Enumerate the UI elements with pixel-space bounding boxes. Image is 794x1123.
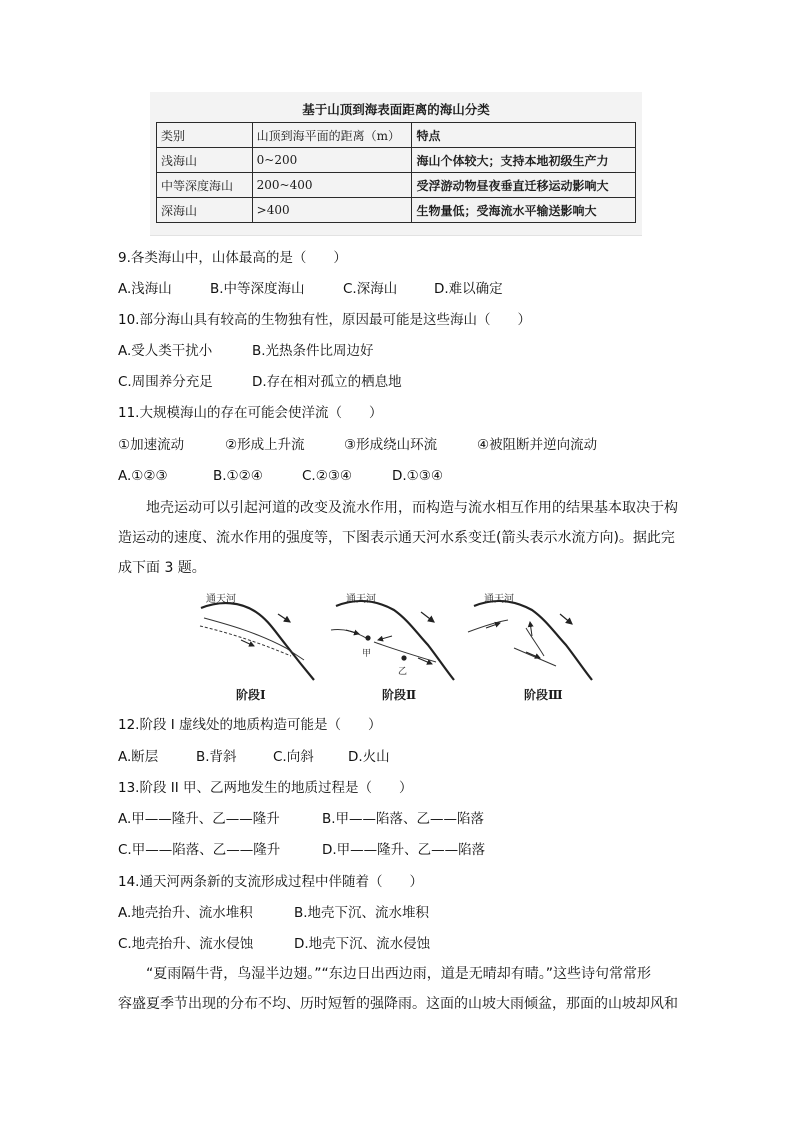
- question-14-stem: 14.通天河两条新的支流形成过程中伴随着（ ）: [118, 874, 423, 890]
- stream-line: [204, 618, 304, 660]
- option-c: C.地壳抬升、流水侵蚀: [118, 936, 254, 952]
- question-10-options-row1: [118, 342, 638, 360]
- question-12-stem: 12.阶段 I 虚线处的地质构造可能是（ ）: [118, 717, 382, 733]
- option-a: A.浅海山: [118, 281, 172, 297]
- statement-1: ①加速流动: [118, 437, 185, 453]
- passage-line: 造运动的速度、流水作用的强度等，下图表示通天河水系变迁(箭头表示水流方向)。据此完: [118, 530, 675, 546]
- flow-arrow: [346, 630, 359, 634]
- table-header: 特点: [412, 123, 636, 148]
- option-d: D.地壳下沉、流水侵蚀: [294, 936, 431, 952]
- main-river: [336, 601, 454, 680]
- river-label-2: 通天河: [346, 594, 376, 605]
- table-row: [157, 148, 636, 173]
- question-11-stem: 11.大规模海山的存在可能会使洋流（ ）: [118, 405, 383, 421]
- table-header: 类别: [157, 123, 253, 148]
- stage-3-diagram: [468, 601, 592, 680]
- stage-2-label: 阶段Ⅱ: [382, 688, 417, 702]
- option-c: C.甲——陷落、乙——隆升: [118, 842, 281, 858]
- river-label-1: 通天河: [206, 594, 236, 605]
- option-d: D.存在相对孤立的栖息地: [252, 374, 402, 390]
- option-c: C.深海山: [343, 281, 398, 297]
- question-13-options-row1: [118, 810, 678, 828]
- table-cell: 深海山: [157, 198, 253, 223]
- option-a: A.受人类干扰小: [118, 343, 213, 359]
- place-yi-label: 乙: [398, 667, 408, 677]
- tributary: [514, 648, 556, 666]
- option-c: C.②③④: [302, 468, 353, 484]
- passage-river-system: [118, 493, 680, 583]
- option-c: C.周围养分充足: [118, 374, 213, 390]
- question-13-stem: 13.阶段 II 甲、乙两地发生的地质过程是（ ）: [118, 780, 413, 796]
- question-13-options-row2: [118, 841, 678, 859]
- stage-2-diagram: [331, 601, 454, 680]
- option-a: A.甲——隆升、乙——隆升: [118, 811, 280, 827]
- tributary: [468, 620, 508, 632]
- table-cell: 浅海山: [157, 148, 253, 173]
- option-b: B.中等深度海山: [210, 281, 305, 297]
- place-yi-marker: [401, 655, 406, 660]
- passage-summer-rain: [118, 959, 680, 1019]
- seamount-table-image: [150, 92, 642, 236]
- table-cell: 海山个体较大；支持本地初级生产力: [412, 148, 636, 173]
- question-10-stem: 10.部分海山具有较高的生物独有性，原因最可能是这些海山（ ）: [118, 312, 531, 328]
- option-b: B.①②④: [213, 468, 263, 484]
- tributary: [526, 628, 544, 656]
- question-12-options: [118, 748, 638, 766]
- flow-arrow: [278, 614, 290, 622]
- table-row: [157, 173, 636, 198]
- question-11-items: [118, 436, 678, 454]
- river-label-3: 通天河: [484, 594, 514, 605]
- flow-arrow: [526, 652, 540, 658]
- table-cell: 受浮游动物昼夜垂直迁移运动影响大: [412, 173, 636, 198]
- question-9-options: [118, 280, 638, 298]
- main-river: [474, 601, 592, 680]
- seamount-table: [156, 122, 636, 223]
- question-14-options-row2: [118, 935, 678, 953]
- flow-arrow: [378, 636, 392, 640]
- table-cell: 生物量低；受海流水平输送影响大: [412, 198, 636, 223]
- question-14-options-row1: [118, 904, 678, 922]
- option-d: D.①③④: [392, 468, 443, 484]
- table-header-row: [157, 123, 636, 148]
- passage-line: 地壳运动可以引起河道的改变及流水作用，而构造与流水相互作用的结果基本取决于构: [146, 500, 678, 516]
- table-title: 基于山顶到海表面距离的海山分类: [302, 102, 490, 117]
- option-b: B.地壳下沉、流水堆积: [294, 905, 430, 921]
- option-b: B.背斜: [196, 749, 237, 765]
- statement-2: ②形成上升流: [225, 437, 305, 453]
- option-d: D.难以确定: [434, 281, 503, 297]
- passage-line: 成下面 3 题。: [118, 560, 206, 576]
- question-10-options-row2: [118, 373, 638, 391]
- flow-arrow: [530, 622, 532, 636]
- statement-4: ④被阻断并逆向流动: [477, 437, 598, 453]
- option-c: C.向斜: [273, 749, 314, 765]
- table-cell: >400: [252, 198, 412, 223]
- option-a: A.断层: [118, 749, 159, 765]
- table-row: [157, 198, 636, 223]
- stage-1-diagram: [200, 603, 314, 680]
- option-a: A.①②③: [118, 468, 168, 484]
- stage-1-label: 阶段Ⅰ: [236, 688, 266, 702]
- passage-line: “夏雨隔牛背，鸟湿半边翅。”“东边日出西边雨，道是无晴却有晴。”这些诗句常常形: [146, 966, 652, 982]
- option-d: D.甲——隆升、乙——陷落: [322, 842, 486, 858]
- table-header: 山顶到海平面的距离（m）: [252, 123, 412, 148]
- statement-3: ③形成绕山环流: [344, 437, 438, 453]
- place-jia-label: 甲: [362, 649, 372, 659]
- passage-line: 容盛夏季节出现的分布不均、历时短暂的强降雨。这面的山坡大雨倾盆，那面的山坡却风和: [118, 996, 678, 1012]
- flow-arrow: [241, 640, 254, 646]
- place-jia-marker: [365, 635, 370, 640]
- question-11-options: [118, 467, 638, 485]
- option-a: A.地壳抬升、流水堆积: [118, 905, 253, 921]
- river-evolution-figure: [196, 590, 606, 705]
- option-b: B.光热条件比周边好: [252, 343, 374, 359]
- table-cell: 0~200: [252, 148, 412, 173]
- option-d: D.火山: [348, 749, 390, 765]
- question-9-stem: 9.各类海山中，山体最高的是（ ）: [118, 250, 347, 266]
- table-cell: 200~400: [252, 173, 412, 198]
- flow-arrow: [560, 614, 572, 624]
- option-b: B.甲——陷落、乙——陷落: [322, 811, 485, 827]
- table-cell: 中等深度海山: [157, 173, 253, 198]
- flow-arrow: [421, 612, 434, 622]
- stage-3-label: 阶段Ⅲ: [524, 688, 563, 702]
- main-river: [201, 603, 314, 680]
